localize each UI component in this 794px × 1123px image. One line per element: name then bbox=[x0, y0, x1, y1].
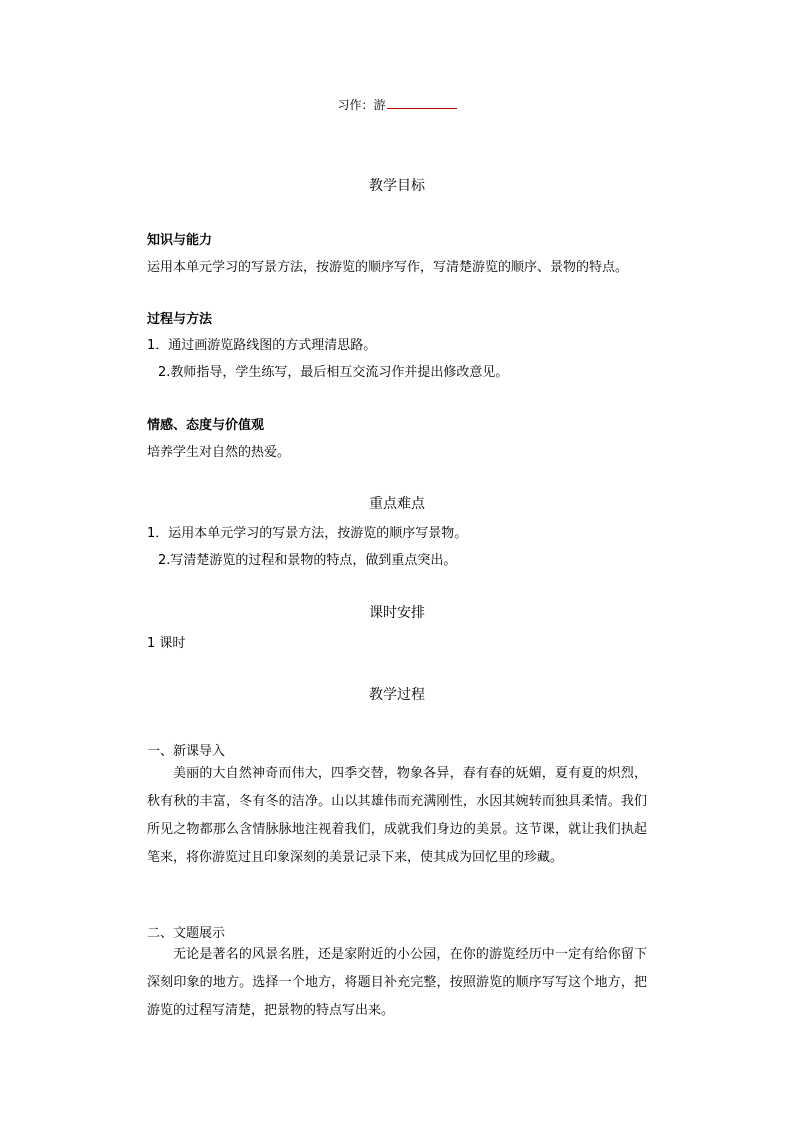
process-item-1: 1．通过画游览路线图的方式理清思路。 bbox=[147, 338, 377, 353]
heading-teaching-process: 教学过程 bbox=[369, 687, 425, 703]
heading-teaching-goals: 教学目标 bbox=[369, 178, 425, 194]
document-title bbox=[0, 96, 794, 113]
part1-paragraph: 美丽的大自然神奇而伟大，四季交替，物象各异，春有春的妩媚，夏有夏的炽烈，秋有秋的丰富，冬有冬的洁净。山以其雄伟而充满刚性，水因其婉转而独具柔情。我们所见之物都那么含情脉脉地注视着我们，成就我们身边的美景。这节课，就让我们执起笔来，将你游览过且印象深刻的美景记录下来，使其成为回忆里的珍藏。 bbox=[147, 766, 647, 865]
keypoint-item-1: 1．运用本单元学习的写景方法，按游览的顺序写景物。 bbox=[147, 526, 468, 541]
subheading-knowledge: 知识与能力 bbox=[147, 233, 213, 248]
document-title-text: 习作：游 bbox=[337, 98, 386, 112]
subheading-emotion: 情感、态度与价值观 bbox=[147, 418, 265, 433]
part2-heading: 二、文题展示 bbox=[147, 926, 226, 941]
subheading-process-method: 过程与方法 bbox=[147, 312, 213, 327]
part2-paragraph: 无论是著名的风景名胜，还是家附近的小公园，在你的游览经历中一定有给你留下深刻印象的地方。选择一个地方，将题目补充完整，按照游览的顺序写写这个地方，把游览的过程写清楚，把景物的特点写出来。 bbox=[147, 947, 647, 1018]
emotion-text: 培养学生对自然的热爱。 bbox=[147, 445, 291, 460]
heading-schedule: 课时安排 bbox=[369, 605, 425, 621]
keypoint-item-2: 2.写清楚游览的过程和景物的特点，做到重点突出。 bbox=[158, 553, 457, 568]
process-item-2: 2.教师指导，学生练写，最后相互交流习作并提出修改意见。 bbox=[158, 365, 509, 380]
heading-key-points: 重点难点 bbox=[369, 496, 425, 512]
part1-heading: 一、新课导入 bbox=[147, 744, 226, 759]
title-blank-line bbox=[387, 98, 457, 109]
knowledge-text: 运用本单元学习的写景方法，按游览的顺序写作，写清楚游览的顺序、景物的特点。 bbox=[147, 260, 629, 275]
schedule-text: 1 课时 bbox=[147, 636, 186, 651]
